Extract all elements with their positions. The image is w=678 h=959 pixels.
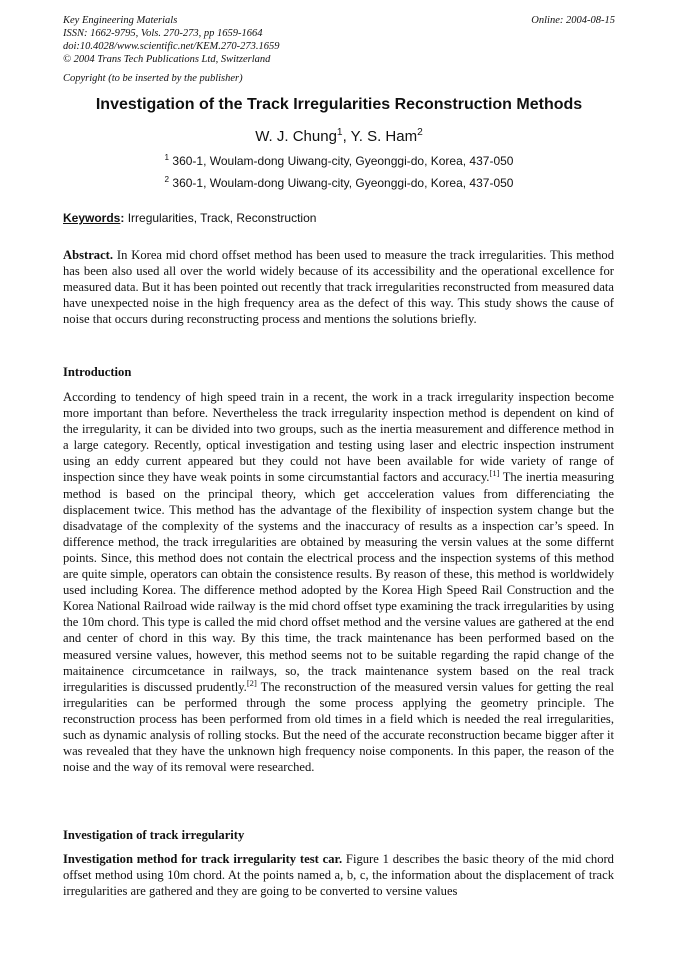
abstract-text: In Korea mid chord offset method has been used to measure the track irregularities. This method has been also used all over the world widely because of its accessibility and the operational excellence for measured data. But it has been pointed out recently that track irregularities reconstructed from measured data have unexpected noise in the high frequency area as the defect of this way. This study shows the cause of noise that occurs during reconstructing process and mentions the solutions briefly.: [63, 248, 614, 327]
abstract-paragraph: [63, 247, 614, 327]
keywords-colon: :: [120, 211, 125, 225]
issn-line: ISSN: 1662-9795, Vols. 270-273, pp 1659-1664: [63, 28, 263, 39]
investigation-text: Figure 1 describes the basic theory of the mid chord offset method using 10m chord. At the points named a, b, c, the information about the displacement of track irregularities are gathered and they are going to be converted to versine values: [63, 852, 614, 899]
online-date: Online: 2004-08-15: [531, 15, 615, 26]
keywords-line: [63, 211, 316, 225]
investigation-paragraph: [63, 851, 614, 899]
introduction-text-2: The inertia measuring method is based on the principal theory, which get accceleration values from differenciating the displacement twice. This method has the advantage of the flexibility of inspection system change but the disadvatage of the complexity of the systems and the inaccuracy of results as a inspection car’s speed. In difference method, the track irregularities are obtained by measuring the versin values at the some differnt points. Since, this method does not contain the electrical process and the inspection systems of this method are quite simple, operators can obtain the consistence results. By reason of these, this method is worldwidely used including Korea. The difference method adopted by the Korea High Speed Rail Construction and the Korea National Railroad wide railway is the mid chord offset type examining the track irregularities by using the 10m chord. This type is called the mid chord offset method and the versine values are gathered at the end and center of chord in this way. By this time, the track maintenance has been performed based on the measured versine values, however, this method seems not to be suitable regarding the rapid change of the maitainence circumcetance in railways, so, the track maintenance system based on the real track irregularities is discussed prudently.: [63, 470, 614, 694]
journal-header: [63, 14, 615, 85]
abstract-lead: Abstract.: [63, 248, 114, 262]
author-2-affil-mark: 2: [417, 127, 423, 138]
copyright-line: Copyright (to be inserted by the publisher): [63, 73, 243, 84]
affiliation-2-mark: 2: [164, 175, 170, 184]
author-1-affil-mark: 1: [336, 127, 343, 138]
introduction-text-1: According to tendency of high speed train in a recent, the work in a track irregularity inspection become more important than before. Nevertheless the track irregularity inspection method is dependent on kind of the irregularity, it can be divided into two groups, such as the inertia measurement and difference method in a large category. Recently, optical investigation and testing using laser and electric inspection instrument using an eddy current appeared but they could not have been available for wide variety of range of inspection since they have weak points in some circumstantial factors and accuracy.: [63, 390, 614, 485]
affiliation-2-text: 360-1, Woulam-dong Uiwang-city, Gyeonggi-do, Korea, 437-050: [172, 176, 514, 190]
author-separator: ,: [342, 128, 351, 145]
author-line: [40, 128, 638, 145]
keywords-label: Keywords: [63, 211, 121, 225]
publisher-line: © 2004 Trans Tech Publications Ltd, Switzerland: [63, 54, 271, 65]
author-2: Y. S. Ham: [350, 128, 418, 145]
reference-2: [2]: [246, 677, 257, 688]
keywords-text: Irregularities, Track, Reconstruction: [124, 211, 317, 225]
introduction-text-3: The reconstruction of the measured versin values for getting the real irregularities can be performed through the some process applying the geometry principle. The reconstruction process has been performed from old times in a field which is needed the real irregularities, such as dynamic analysis of rolling stocks. But the need of the accurate reconstruction became bigger after it was revealed that they have the unknown high frequency noise components. In this paper, the reason of the noise and the way of its removal were researched.: [63, 679, 614, 775]
affiliation-2: [40, 176, 638, 190]
affiliation-1-text: 360-1, Woulam-dong Uiwang-city, Gyeonggi-do, Korea, 437-050: [172, 154, 514, 168]
introduction-paragraph: [63, 389, 614, 775]
journal-name: Key Engineering Materials: [63, 15, 178, 26]
paper-title: Investigation of the Track Irregularities Reconstruction Methods: [95, 96, 583, 113]
affiliation-1-mark: 1: [164, 153, 170, 162]
investigation-heading: Investigation of track irregularity: [63, 828, 245, 842]
doi-line: doi:10.4028/www.scientific.net/KEM.270-273.1659: [63, 41, 280, 52]
introduction-heading: Introduction: [63, 365, 132, 379]
reference-1: [1]: [489, 468, 500, 479]
affiliation-1: [40, 154, 638, 168]
investigation-lead: Investigation method for track irregularity test car.: [63, 852, 343, 866]
author-1: W. J. Chung: [255, 128, 337, 145]
